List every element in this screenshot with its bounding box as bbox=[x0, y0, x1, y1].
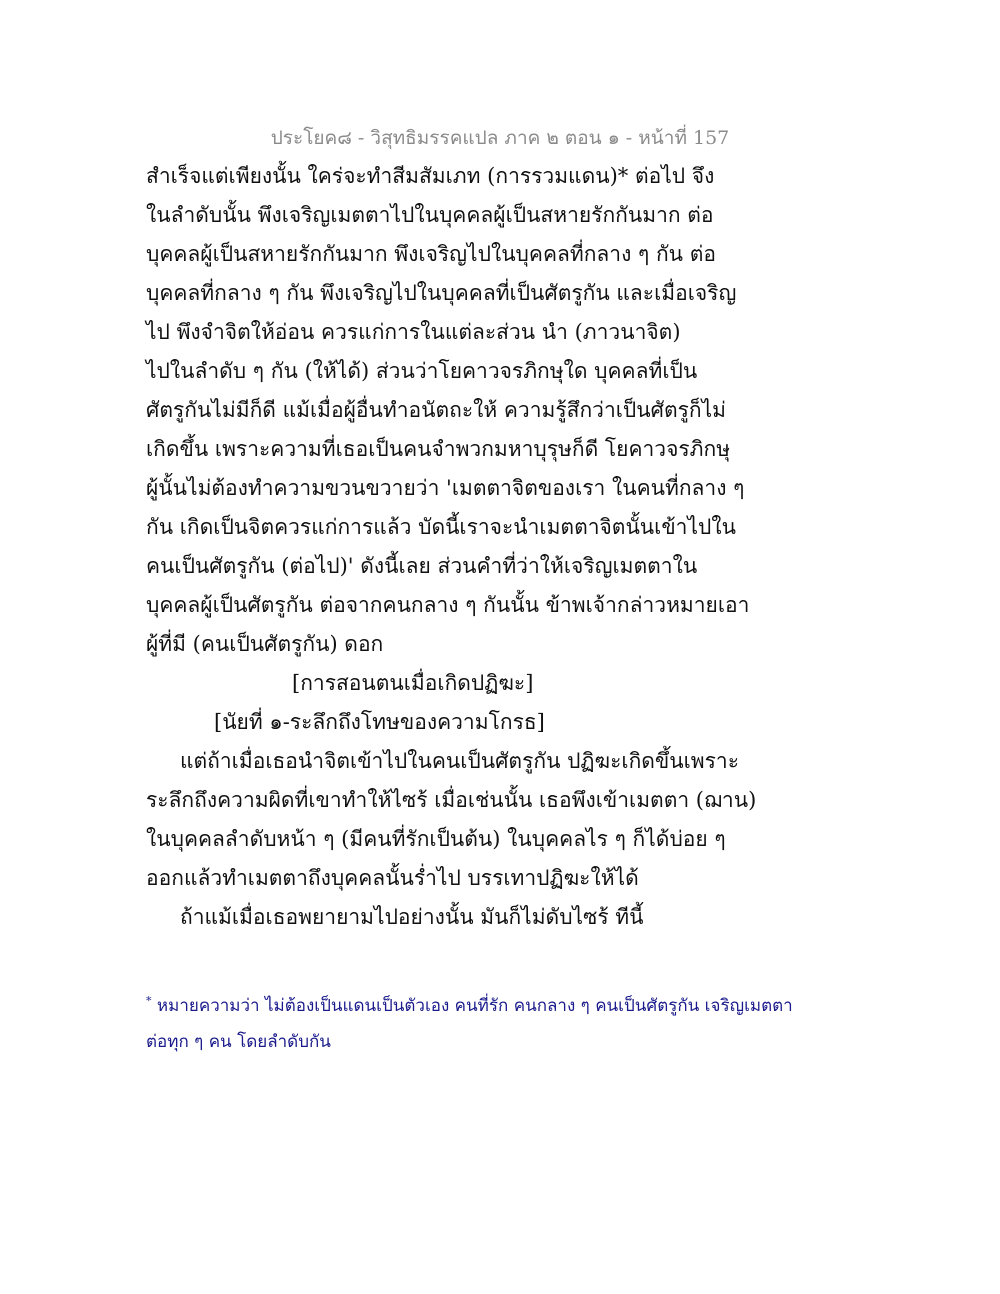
footnote-line-2: ต่อทุก ๆ คน โดยลำดับกัน bbox=[146, 1032, 331, 1052]
body-line-10: กัน เกิดเป็นจิตควรแก่การแล้ว บัดนี้เราจะนำเมตตาจิตนั้นเข้าไปใน bbox=[146, 515, 736, 539]
paragraph2-line-4: ออกแล้วทำเมตตาถึงบุคคลนั้นร่ำไป บรรเทาปฏิฆะให้ได้ bbox=[146, 866, 639, 890]
body-line-12: บุคคลผู้เป็นศัตรูกัน ต่อจากคนกลาง ๆ กันนั้น ข้าพเจ้ากล่าวหมายเอา bbox=[146, 593, 750, 617]
body-line-6: ไปในลำดับ ๆ กัน (ให้ได้) ส่วนว่าโยคาวจรภิกษุใด บุคคลที่เป็น bbox=[146, 359, 698, 383]
running-header: ประโยค๘ - วิสุทธิมรรคแปล ภาค ๒ ตอน ๑ - หน้าที่ 157 bbox=[270, 127, 730, 149]
paragraph3-line-1: ถ้าแม้เมื่อเธอพยายามไปอย่างนั้น มันก็ไม่ดับไซร้ ทีนี้ bbox=[180, 905, 644, 929]
section-heading: [การสอนตนเมื่อเกิดปฏิฆะ] bbox=[292, 671, 534, 695]
body-line-7: ศัตรูกันไม่มีก็ดี แม้เมื่อผู้อื่นทำอนัตถะให้ ความรู้สึกว่าเป็นศัตรูก็ไม่ bbox=[146, 398, 726, 422]
body-text bbox=[146, 157, 866, 937]
body-line-5: ไป พึงจำจิตให้อ่อน ควรแก่การในแต่ละส่วน นำ (ภาวนาจิต) bbox=[146, 320, 681, 344]
body-line-2: ในลำดับนั้น พึงเจริญเมตตาไปในบุคคลผู้เป็นสหายรักกันมาก ต่อ bbox=[146, 203, 714, 227]
paragraph2-line-3: ในบุคคลลำดับหน้า ๆ (มีคนที่รักเป็นต้น) ในบุคคลไร ๆ ก็ได้บ่อย ๆ bbox=[146, 827, 726, 851]
footnote-line-1 bbox=[146, 988, 866, 1024]
footnote-text-1: หมายความว่า ไม่ต้องเป็นแดนเป็นตัวเอง คนที่รัก คนกลาง ๆ คนเป็นศัตรูกัน เจริญเมตตา bbox=[156, 996, 793, 1016]
body-line-9: ผู้นั้นไม่ต้องทำความขวนขวายว่า 'เมตตาจิตของเรา ในคนที่กลาง ๆ bbox=[146, 476, 745, 500]
footnote bbox=[146, 988, 866, 1060]
body-line-3: บุคคลผู้เป็นสหายรักกันมาก พึงเจริญไปในบุคคลที่กลาง ๆ กัน ต่อ bbox=[146, 242, 716, 266]
subsection-heading: [นัยที่ ๑-ระลึกถึงโทษของความโกรธ] bbox=[214, 710, 545, 734]
body-line-11: คนเป็นศัตรูกัน (ต่อไป)' ดังนี้เลย ส่วนคำที่ว่าให้เจริญเมตตาใน bbox=[146, 554, 698, 578]
footnote-marker: * bbox=[146, 994, 152, 1008]
body-line-1: สำเร็จแต่เพียงนั้น ใคร่จะทำสีมสัมเภท (การรวมแดน)* ต่อไป จึง bbox=[146, 164, 715, 188]
paragraph2-line-1: แต่ถ้าเมื่อเธอนำจิตเข้าไปในคนเป็นศัตรูกัน ปฏิฆะเกิดขึ้นเพราะ bbox=[180, 749, 740, 773]
paragraph2-line-2: ระลึกถึงความผิดที่เขาทำให้ไซร้ เมื่อเช่นนั้น เธอพึงเข้าเมตตา (ฌาน) bbox=[146, 788, 757, 812]
body-line-13: ผู้ที่มี (คนเป็นศัตรูกัน) ดอก bbox=[146, 632, 384, 656]
body-line-4: บุคคลที่กลาง ๆ กัน พึงเจริญไปในบุคคลที่เป็นศัตรูกัน และเมื่อเจริญ bbox=[146, 281, 737, 305]
body-line-8: เกิดขึ้น เพราะความที่เธอเป็นคนจำพวกมหาบุรุษก็ดี โยคาวจรภิกษุ bbox=[146, 437, 731, 461]
